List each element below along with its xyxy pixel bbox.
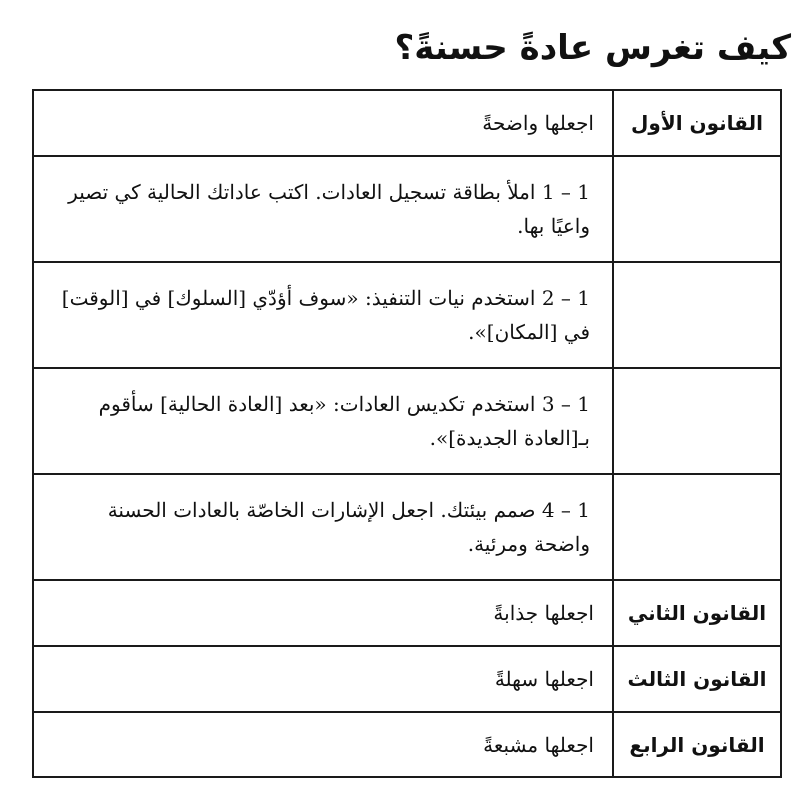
page-title: كيف تغرس عادةً حسنةً؟ <box>394 28 791 68</box>
table-row-law-3 <box>33 646 781 712</box>
table-row-step-1-3 <box>33 368 781 474</box>
step-text: 1 – 1 املأ بطاقة تسجيل العادات. اكتب عاداتك الحالية كي تصير واعيًا بها. <box>68 180 590 238</box>
step-description-cell <box>33 156 613 262</box>
step-description-cell <box>33 262 613 368</box>
law-name-cell: القانون الثالث <box>613 646 781 712</box>
table-row-step-1-4 <box>33 474 781 580</box>
law-name-cell-empty <box>613 156 781 262</box>
law-name-cell-empty <box>613 474 781 580</box>
step-text: 1 – 2 استخدم نيات التنفيذ: «سوف أؤدّي [السلوك] في [الوقت] في [المكان]». <box>61 286 590 344</box>
law-description-cell: اجعلها مشبعةً <box>33 712 613 777</box>
laws-table <box>32 89 782 778</box>
law-description-cell: اجعلها واضحةً <box>33 90 613 156</box>
table-row-law-1 <box>33 90 781 156</box>
step-text: 1 – 3 استخدم تكديس العادات: «بعد [العادة الحالية] سأقوم بـ[العادة الجديدة]». <box>98 392 590 450</box>
table-row-law-4 <box>33 712 781 777</box>
law-description-cell: اجعلها جذابةً <box>33 580 613 646</box>
step-description-cell <box>33 474 613 580</box>
law-description-cell: اجعلها سهلةً <box>33 646 613 712</box>
step-description-cell <box>33 368 613 474</box>
table-row-step-1-1 <box>33 156 781 262</box>
law-name-cell-empty <box>613 368 781 474</box>
law-name-cell: القانون الرابع <box>613 712 781 777</box>
law-name-cell: القانون الثاني <box>613 580 781 646</box>
table-row-step-1-2 <box>33 262 781 368</box>
law-name-cell: القانون الأول <box>613 90 781 156</box>
table-row-law-2 <box>33 580 781 646</box>
step-text: 1 – 4 صمم بيئتك. اجعل الإشارات الخاصّة بالعادات الحسنة واضحة ومرئية. <box>107 498 590 556</box>
law-name-cell-empty <box>613 262 781 368</box>
